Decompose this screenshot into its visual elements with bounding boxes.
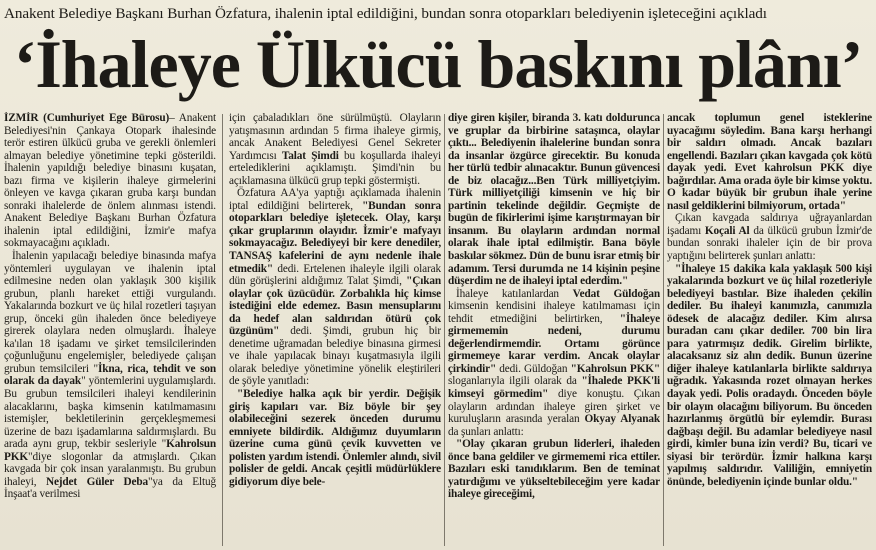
headline: ‘İhaleye Ülkücü baskını plânı’	[13, 26, 863, 102]
paragraph: ancak toplumun genel isteklerine uyacağımı söyledim. Bana karşı herhangi bir saldırı olmadı. Ancak bazıları engellendi. Bazıları çıkan kavgada çok kötü dayak yedi. Evet kahrolsun PKK diye bağırdılar. Ama orada öyle bir kimse yoktu. O kadar büyük bir grubun ihale yerine nasıl geldiklerini bilmiyorum, ortada"	[667, 112, 872, 212]
article-column-3	[448, 112, 660, 548]
paragraph: İhaleye katılanlardan Vedat Güldoğan kimsenin kendisini ihaleye katılmaması için tehdit etmediğini belirtirken, "İhaleye girmememin nedeni, durumu değerlendirmemdir. Ortamı görünce girmemeye karar verdim. Ancak olaylar çirkindir" dedi. Güldoğan "Kahrolsun PKK" sloganlarıyla ilgili olarak da "İhalede PKK'li kimseyi görmedim" diye konuştu. Çıkan olayların ardından ihaleye giren şirket ve kuruluşların arasında yeralan Okyay Alyanak da şunları anlattı:	[448, 287, 660, 438]
article-column-1	[4, 112, 216, 548]
column-divider	[444, 114, 445, 546]
column-divider	[663, 114, 664, 546]
paragraph: Özfatura AA'ya yaptığı açıklamada ihalenin iptal edildiğini belirterek, "Bundan sonra otoparkları belediye işletecek. Olay, karşı çıkar gruplarının olayıdır. İzmir'e mafyayı sokmayacağız. Belediyeyi bir kere denediler, TANSAŞ kafelerini de aynı nedenle ihale etmedik" dedi. Ertelenen ihaleyle ilgili olarak dün görüşlerini aldığımız Talat Şimdi, "Çıkan olaylar çok üzücüdür. Zorbalıkla hiç kimse istediğini elde edemez. Basın mensuplarını da hedef alan saldırıdan ötürü çok üzgünüm" dedi. Şimdi, grubun hiç bir denetime uğramadan belediye binasına girmesi ve ihale yapılacak binayı kuşatmasıyla ilgili olarak belediye yönetimine yönelik eleştirileri de şöyle yanıtladı:	[229, 187, 441, 388]
paragraph: "Olay çıkaran grubun liderleri, ihaleden önce bana geldiler ve girmememi rica ettiler. Bazıları eski tanıdıklarım. Ben de teminat yatırdığımı ve yükseltebileceğim yere kadar ihaleye gireceğimi,	[448, 438, 660, 501]
paragraph: İZMİR (Cumhuriyet Ege Bürosu)– Anakent Belediyesi'nin Çankaya Otopark ihalesinde terör estiren ülkücü gruba ve gerekli önlemleri almayan belediye yönetimine tepki gösterildi. İhalenin yapıldığı belediye binasını kuşatan, bazı firma ve kişilerin ihaleye girmelerini önleyen ve kavga çıkaran gruba karşı bundan sonraki ihalelerde de önlem alınması istendi. Anakent Belediye Başkanı Burhan Özfatura ihalenin iptal edildiğini, İzmir'e mafya sokmayacağını açıkladı.	[4, 112, 216, 250]
paragraph: diye giren kişiler, biranda 3. katı doldurunca ve gruplar da birbirine sataşınca, olaylar çıktı... Belediyenin ihalelerine bundan sonra da insanlar özgürce girecektir. Bu konuda her türlü tedbir alınacaktır. Bunun güvencesi de biz olacağız...Ben Türk milliyetçiyim. Türk milliyetçiliği kimsenin ve hiç bir partinin tekelinde değildir. Geçmişte de bugün de fikirlerimi işime karıştırmayan bir insanım. Bu olayların ardından normal olarak ihale iptal edilmiştir. Bana böyle baskılar sökmez. Dün de bunu israr etmiş bir adamım. Tersi durumda ne 14 kişinin peşine düşerdim ne de ihaleyi iptal ederdim."	[448, 112, 660, 288]
paragraph: Çıkan kavgada saldırıya uğrayanlardan işadamı Koçali Al da ülkücü grubun İzmir'de bundan sonraki ihaleler için de bir prova yaptığını belirterek şunları anlattı:	[667, 212, 872, 263]
paragraph: için çabaladıkları öne sürülmüştü. Olayların yatışmasının ardından 5 firma ihaleye girmiş, ancak Anakent Belediyesi Genel Sekreter Yardımcısı Talat Şimdi bu koşullarda ihaleyi ertelediklerini açıklamıştı. Şimdi'nin bu açıklamasına ülkücü grup tepki göstermişti.	[229, 112, 441, 187]
article-column-2	[229, 112, 441, 548]
subheadline: Anakent Belediye Başkanı Burhan Özfatura, ihalenin iptal edildiğini, bundan sonra otoparkları belediyenin işleteceğini açıkladı	[4, 5, 767, 22]
paragraph: "İhaleye 15 dakika kala yaklaşık 500 kişi yakalarında bozkurt ve üç hilal rozetleriyle belediyeyi bastılar. Bize ihaleden çekilin dediler. Bu ihaleyi kanımızla, canımızla ödesek de alacağız dediler. Kim alırsa buradan canı çıkar dediler. 700 bin lira para yatırmışız dedik. Girelim birlikte, alacaksanız siz alın dedik. Bunun üzerine diğer ihaleye katılanlarla birlikte saldırıya uğradık. Yakasında rozet olmayan herkes dayak yedi. Polis oradaydı. Önceden böyle bir olayın olacağını biliyorum. Bu önceden hazırlanmış örgütlü bir eylemdir. Burası dağbaşı değil. Bu adamlar belediyeye nasıl girdi, kimler buna izin verdi? Bu, ticari ve siyasi bir terördür. İzmir halkına karşı yapılmış saldırıdır. Valiliğin, emniyetin önünde, belediyenin içinde bunlar oldu."	[667, 262, 872, 488]
column-divider	[222, 114, 223, 546]
article-column-4	[667, 112, 872, 548]
paragraph: İhalenin yapılacağı belediye binasında mafya yöntemleri uygulayan ve ihalenin iptal edilmesine neden olan yaklaşık 300 kişilik grubun, planlı hareket ettiği vurgulandı. Yakalarında bozkurt ve üç hilal rozetleri taşıyan grup, önceki gün ihaleden önce belediyeye girerek olaylara neden olmuşlardı. İhaleye ka'ılan 18 işadamı ve şirket temsilcilerinden çoğunluğunu engelemişler, belediyede çalışan grubun temsilcileri "İkna, rica, tehdit ve son olarak da dayak" yöntemlerini uygulamışlardı. Bu grubun temsilcileri ihaleyi kendilerinin alacaklarını, başka kimsenin katılmamasını istemişler, bekletilerinin gerçekleşmemesi üzerine de bazı işadamlarına saldırmışlardı. Bu arada aynı grup, tekbir sesleriyle "Kahrolsun PKK"diye slogonlar da atmışlardı. Çıkan kavgada bir çok insan yaralanmıştı. Bu grubun ihaleyi, Nejdet Güler Deba"ya da Eltuğ İnşaat'a verilmesi	[4, 250, 216, 501]
paragraph: "Belediye halka açık bir yerdir. Değişik giriş kapıları var. Biz böyle bir şey olabileceğini sezerek önceden durumu emniyete bildirdik. Aldığımız duyumların üzerine cuma günü çevik kuvvetten ve polisten yardım istendi. Önlemler alındı, sivil polisler de geldi. Ancak çeşitli müdürlüklere gidiyorum diye bele-	[229, 388, 441, 488]
